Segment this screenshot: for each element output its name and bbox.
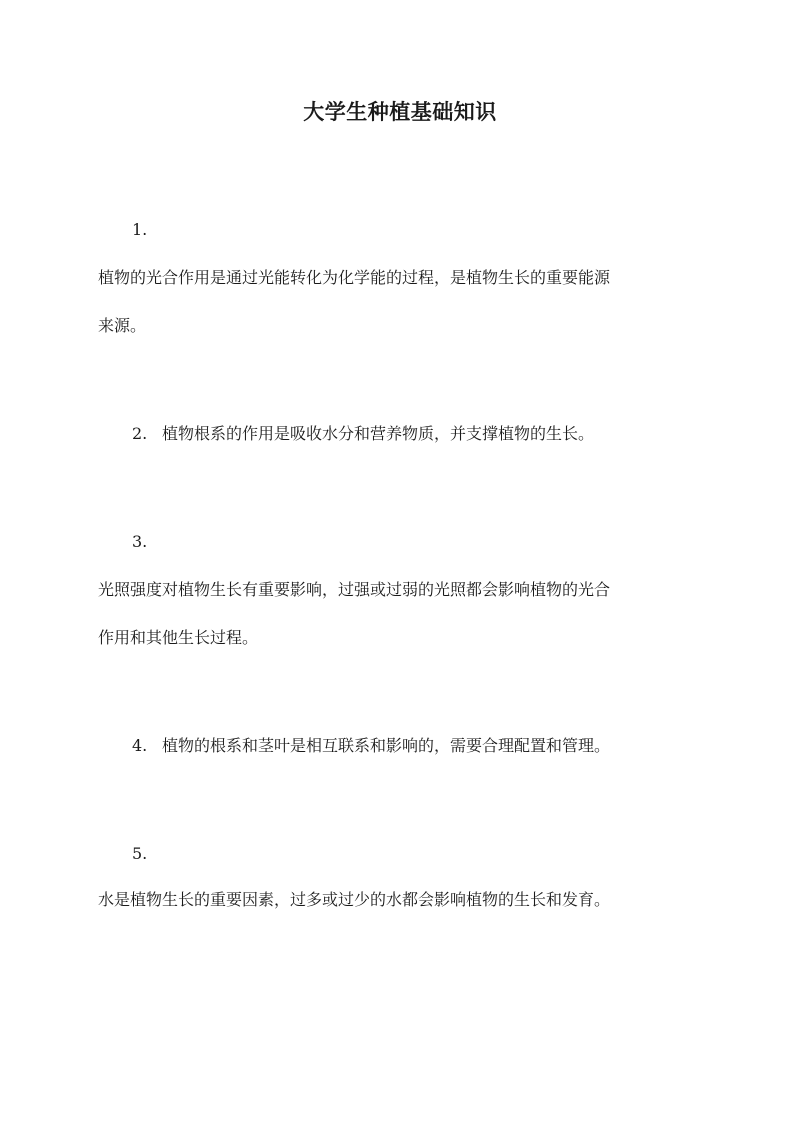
item-text-line: 植物的光合作用是通过光能转化为化学能的过程，是植物生长的重要能源 [98, 268, 611, 287]
item-number: 5. [132, 844, 148, 863]
item-number: 3. [132, 532, 148, 551]
item-number: 2. [132, 424, 148, 443]
document-title: 大学生种植基础知识 [303, 99, 497, 124]
item-text-line: 来源。 [98, 316, 147, 335]
item-text-line: 植物根系的作用是吸收水分和营养物质，并支撑植物的生长。 [162, 424, 595, 443]
item-text-line: 作用和其他生长过程。 [98, 628, 259, 647]
item-text-line: 水是植物生长的重要因素，过多或过少的水都会影响植物的生长和发育。 [98, 890, 611, 909]
item-number: 1. [132, 220, 148, 239]
item-text-line: 植物的根系和茎叶是相互联系和影响的，需要合理配置和管理。 [162, 736, 611, 755]
item-text-line: 光照强度对植物生长有重要影响，过强或过弱的光照都会影响植物的光合 [98, 580, 611, 599]
item-number: 4. [132, 736, 148, 755]
